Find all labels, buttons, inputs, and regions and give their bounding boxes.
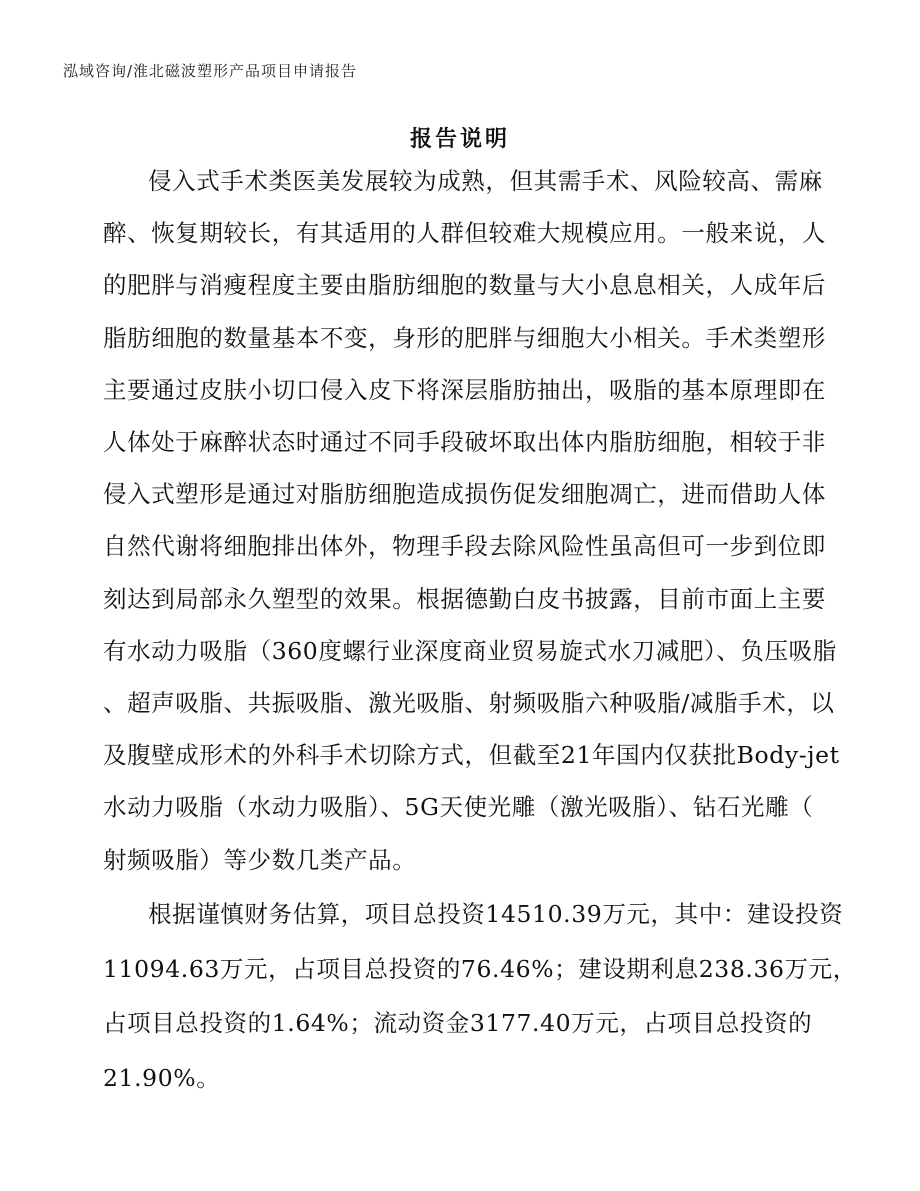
paragraph-line: 刻达到局部永久塑型的效果。根据德勤白皮书披露，目前市面上主要	[103, 585, 826, 613]
paragraph-line: 水动力吸脂（水动力吸脂）、5G天使光雕（激光吸脂）、钻石光雕（	[103, 793, 814, 821]
paragraph-line: 根据谨慎财务估算，项目总投资14510.39万元，其中：建设投资	[148, 900, 844, 928]
paragraph-line: 21.90%。	[103, 1064, 221, 1092]
paragraph-line: 脂肪细胞的数量基本不变，身形的肥胖与细胞大小相关。手术类塑形	[103, 324, 826, 352]
paragraph-line: 醉、恢复期较长，有其适用的人群但较难大规模应用。一般来说，人	[103, 219, 826, 247]
paragraph-line: 有水动力吸脂（360度螺行业深度商业贸易旋式水刀减肥）、负压吸脂	[103, 637, 837, 665]
running-header: 泓域咨询/淮北磁波塑形产品项目申请报告	[63, 62, 358, 80]
page-title: 报告说明	[409, 127, 510, 152]
paragraph-line: 占项目总投资的1.64%；流动资金3177.40万元，占项目总投资的	[103, 1009, 813, 1037]
paragraph-line: 侵入式塑形是通过对脂肪细胞造成损伤促发细胞凋亡，进而借助人体	[103, 480, 826, 508]
paragraph-line: 主要通过皮肤小切口侵入皮下将深层脂肪抽出，吸脂的基本原理即在	[103, 376, 826, 404]
paragraph-line: 及腹壁成形术的外科手术切除方式，但截至21年国内仅获批Body-jet	[103, 741, 840, 769]
paragraph-line: 侵入式手术类医美发展较为成熟，但其需手术、风险较高、需麻	[148, 167, 823, 195]
paragraph-line: 11094.63万元，占项目总投资的76.46%；建设期利息238.36万元，	[103, 955, 857, 983]
paragraph-line: 的肥胖与消瘦程度主要由脂肪细胞的数量与大小息息相关，人成年后	[103, 271, 826, 299]
paragraph-line: 射频吸脂）等少数几类产品。	[103, 846, 417, 874]
paragraph-line: 人体处于麻醉状态时通过不同手段破坏取出体内脂肪细胞，相较于非	[103, 428, 826, 456]
paragraph-line: 、超声吸脂、共振吸脂、激光吸脂、射频吸脂六种吸脂/减脂手术，以	[103, 689, 835, 717]
paragraph-line: 自然代谢将细胞排出体外，物理手段去除风险性虽高但可一步到位即	[103, 532, 826, 560]
